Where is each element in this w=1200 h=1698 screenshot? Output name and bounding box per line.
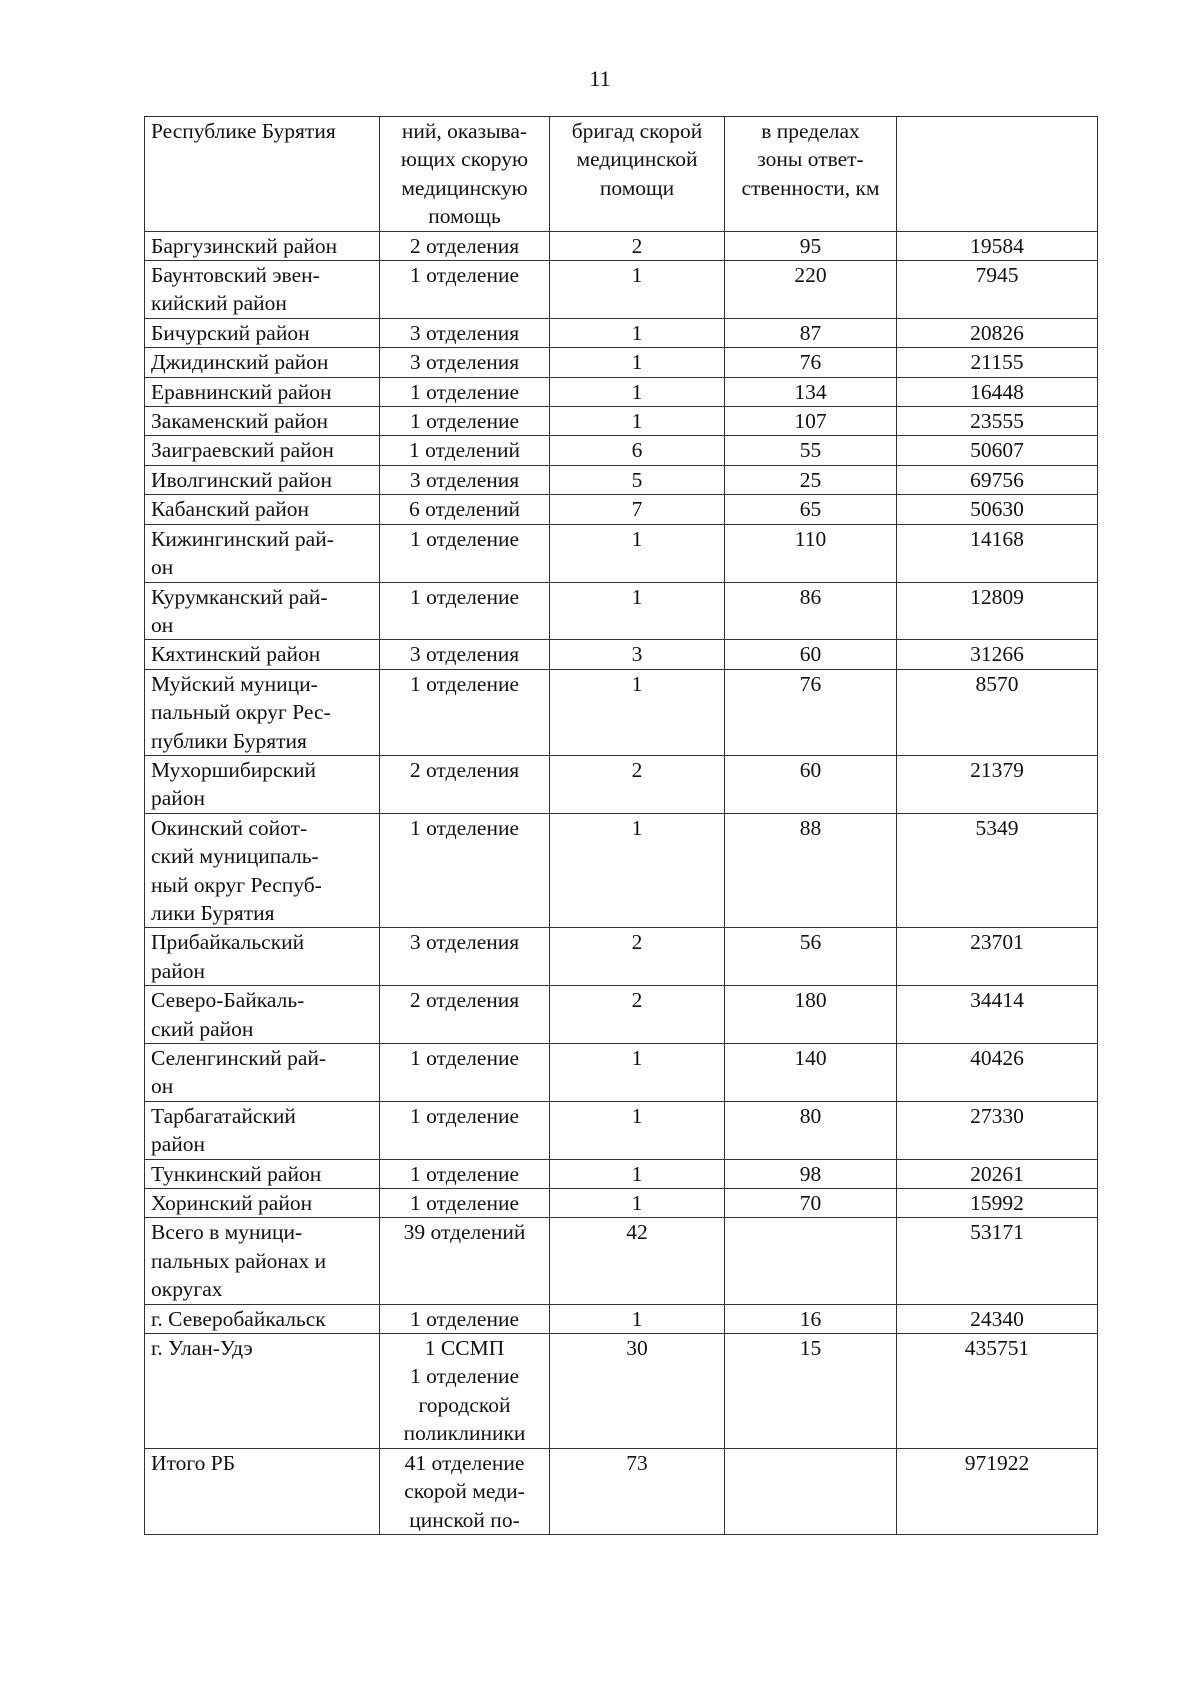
cell-units: 1 отделение	[380, 669, 550, 755]
table-row	[145, 436, 1098, 465]
cell-brigades: 1	[550, 1159, 725, 1188]
cell-brigades: 1	[550, 407, 725, 436]
cell-name: Заиграевский район	[145, 436, 380, 465]
cell-units: 2 отделения	[380, 755, 550, 813]
cell-brigades: 1	[550, 1101, 725, 1159]
cell-name: Хоринский район	[145, 1189, 380, 1218]
cell-units: 3 отделения	[380, 640, 550, 669]
cell-brigades: 1	[550, 261, 725, 319]
cell-radius: 80	[725, 1101, 897, 1159]
table-row	[145, 1189, 1098, 1218]
cell-population: 23555	[897, 407, 1098, 436]
cell-population: 7945	[897, 261, 1098, 319]
cell-population: 5349	[897, 813, 1098, 928]
cell-brigades: 2	[550, 755, 725, 813]
cell-units: 3 отделения	[380, 348, 550, 377]
cell-radius: 76	[725, 348, 897, 377]
cell-units: 1 отделение	[380, 1101, 550, 1159]
cell-population: 21379	[897, 755, 1098, 813]
cell-name: г. Северобайкальск	[145, 1304, 380, 1333]
cell-units: 1 ССМП 1 отделение городской поликлиники	[380, 1334, 550, 1449]
cell-radius: 107	[725, 407, 897, 436]
cell-radius: 140	[725, 1044, 897, 1102]
header-units: ний, оказыва- ющих скорую медицинскую помощь	[380, 117, 550, 232]
cell-name: Еравнинский район	[145, 377, 380, 406]
cell-brigades: 1	[550, 318, 725, 347]
cell-radius: 95	[725, 231, 897, 260]
cell-population: 16448	[897, 377, 1098, 406]
page-number: 11	[589, 66, 611, 91]
cell-population: 8570	[897, 669, 1098, 755]
cell-units: 41 отделение скорой меди- цинской по-	[380, 1448, 550, 1534]
cell-brigades: 1	[550, 348, 725, 377]
cell-units: 1 отделение	[380, 524, 550, 582]
table-row	[145, 1448, 1098, 1534]
cell-name: Закаменский район	[145, 407, 380, 436]
cell-radius: 56	[725, 928, 897, 986]
cell-units: 3 отделения	[380, 465, 550, 494]
cell-radius: 70	[725, 1189, 897, 1218]
cell-population: 24340	[897, 1304, 1098, 1333]
header-brigades: бригад скорой медицинской помощи	[550, 117, 725, 232]
cell-name: Джидинский район	[145, 348, 380, 377]
cell-name: Всего в муници- пальных районах и округах	[145, 1218, 380, 1304]
cell-radius	[725, 1448, 897, 1534]
table-row	[145, 640, 1098, 669]
table-row	[145, 755, 1098, 813]
cell-name: Баргузинский район	[145, 231, 380, 260]
cell-population: 20826	[897, 318, 1098, 347]
cell-population: 20261	[897, 1159, 1098, 1188]
cell-brigades: 1	[550, 582, 725, 640]
cell-radius: 98	[725, 1159, 897, 1188]
cell-units: 1 отделение	[380, 377, 550, 406]
cell-population: 27330	[897, 1101, 1098, 1159]
cell-radius: 220	[725, 261, 897, 319]
cell-radius: 110	[725, 524, 897, 582]
cell-units: 1 отделение	[380, 407, 550, 436]
table-row	[145, 1334, 1098, 1449]
cell-brigades: 1	[550, 813, 725, 928]
cell-units: 1 отделение	[380, 1189, 550, 1218]
cell-brigades: 1	[550, 1304, 725, 1333]
cell-brigades: 1	[550, 1044, 725, 1102]
cell-radius: 65	[725, 495, 897, 524]
table-row	[145, 813, 1098, 928]
cell-population: 15992	[897, 1189, 1098, 1218]
cell-units: 1 отделений	[380, 436, 550, 465]
table-row	[145, 1159, 1098, 1188]
cell-radius: 86	[725, 582, 897, 640]
cell-radius: 87	[725, 318, 897, 347]
table-row	[145, 986, 1098, 1044]
cell-name: Тункинский район	[145, 1159, 380, 1188]
cell-population: 31266	[897, 640, 1098, 669]
table-row	[145, 318, 1098, 347]
cell-radius: 76	[725, 669, 897, 755]
table-row	[145, 669, 1098, 755]
cell-brigades: 2	[550, 231, 725, 260]
table-row	[145, 524, 1098, 582]
cell-population: 19584	[897, 231, 1098, 260]
cell-radius	[725, 1218, 897, 1304]
cell-units: 1 отделение	[380, 261, 550, 319]
cell-radius: 60	[725, 640, 897, 669]
cell-population: 23701	[897, 928, 1098, 986]
cell-radius: 88	[725, 813, 897, 928]
cell-name: Тарбагатайский район	[145, 1101, 380, 1159]
header-radius: в пределах зоны ответ- ственности, км	[725, 117, 897, 232]
cell-population: 53171	[897, 1218, 1098, 1304]
table-body	[145, 117, 1098, 1535]
cell-name: Итого РБ	[145, 1448, 380, 1534]
cell-units: 1 отделение	[380, 813, 550, 928]
cell-name: Прибайкальский район	[145, 928, 380, 986]
ambulance-table	[144, 116, 1098, 1535]
cell-name: Мухоршибирский район	[145, 755, 380, 813]
cell-name: Иволгинский район	[145, 465, 380, 494]
cell-units: 3 отделения	[380, 928, 550, 986]
cell-name: Кижингинский рай- он	[145, 524, 380, 582]
cell-brigades: 6	[550, 436, 725, 465]
cell-units: 1 отделение	[380, 1304, 550, 1333]
cell-brigades: 73	[550, 1448, 725, 1534]
cell-radius: 180	[725, 986, 897, 1044]
table-row	[145, 582, 1098, 640]
cell-population: 34414	[897, 986, 1098, 1044]
cell-brigades: 2	[550, 928, 725, 986]
cell-name: Кабанский район	[145, 495, 380, 524]
cell-population: 50630	[897, 495, 1098, 524]
cell-brigades: 3	[550, 640, 725, 669]
cell-brigades: 1	[550, 669, 725, 755]
cell-radius: 25	[725, 465, 897, 494]
cell-radius: 16	[725, 1304, 897, 1333]
table-header-row	[145, 117, 1098, 232]
cell-brigades: 1	[550, 524, 725, 582]
cell-name: Муйский муници- пальный округ Рес- публики Бурятия	[145, 669, 380, 755]
table-row	[145, 1218, 1098, 1304]
cell-radius: 60	[725, 755, 897, 813]
header-name: Республике Бурятия	[145, 117, 380, 232]
cell-units: 6 отделений	[380, 495, 550, 524]
cell-population: 21155	[897, 348, 1098, 377]
cell-units: 39 отделений	[380, 1218, 550, 1304]
table-row	[145, 377, 1098, 406]
table-row	[145, 1304, 1098, 1333]
cell-name: Селенгинский рай- он	[145, 1044, 380, 1102]
cell-name: Бичурский район	[145, 318, 380, 347]
cell-radius: 55	[725, 436, 897, 465]
cell-brigades: 1	[550, 1189, 725, 1218]
cell-name: Кяхтинский район	[145, 640, 380, 669]
cell-name: г. Улан-Удэ	[145, 1334, 380, 1449]
table-row	[145, 465, 1098, 494]
table-row	[145, 1044, 1098, 1102]
cell-population: 435751	[897, 1334, 1098, 1449]
cell-name: Курумканский рай- он	[145, 582, 380, 640]
cell-population: 40426	[897, 1044, 1098, 1102]
cell-population: 50607	[897, 436, 1098, 465]
header-population	[897, 117, 1098, 232]
cell-radius: 15	[725, 1334, 897, 1449]
table-row	[145, 1101, 1098, 1159]
table-row	[145, 495, 1098, 524]
cell-brigades: 7	[550, 495, 725, 524]
cell-brigades: 1	[550, 377, 725, 406]
cell-brigades: 42	[550, 1218, 725, 1304]
cell-units: 2 отделения	[380, 986, 550, 1044]
cell-brigades: 30	[550, 1334, 725, 1449]
table-row	[145, 348, 1098, 377]
cell-name: Окинский сойот- ский муниципаль- ный округ Респуб- лики Бурятия	[145, 813, 380, 928]
cell-population: 69756	[897, 465, 1098, 494]
cell-population: 14168	[897, 524, 1098, 582]
cell-name: Баунтовский эвен- кийский район	[145, 261, 380, 319]
cell-population: 971922	[897, 1448, 1098, 1534]
cell-population: 12809	[897, 582, 1098, 640]
table-row	[145, 928, 1098, 986]
table-row	[145, 407, 1098, 436]
cell-radius: 134	[725, 377, 897, 406]
cell-units: 1 отделение	[380, 582, 550, 640]
cell-name: Северо-Байкаль- ский район	[145, 986, 380, 1044]
table-row	[145, 261, 1098, 319]
cell-brigades: 2	[550, 986, 725, 1044]
cell-units: 1 отделение	[380, 1159, 550, 1188]
table-row	[145, 231, 1098, 260]
cell-units: 1 отделение	[380, 1044, 550, 1102]
cell-brigades: 5	[550, 465, 725, 494]
cell-units: 2 отделения	[380, 231, 550, 260]
cell-units: 3 отделения	[380, 318, 550, 347]
